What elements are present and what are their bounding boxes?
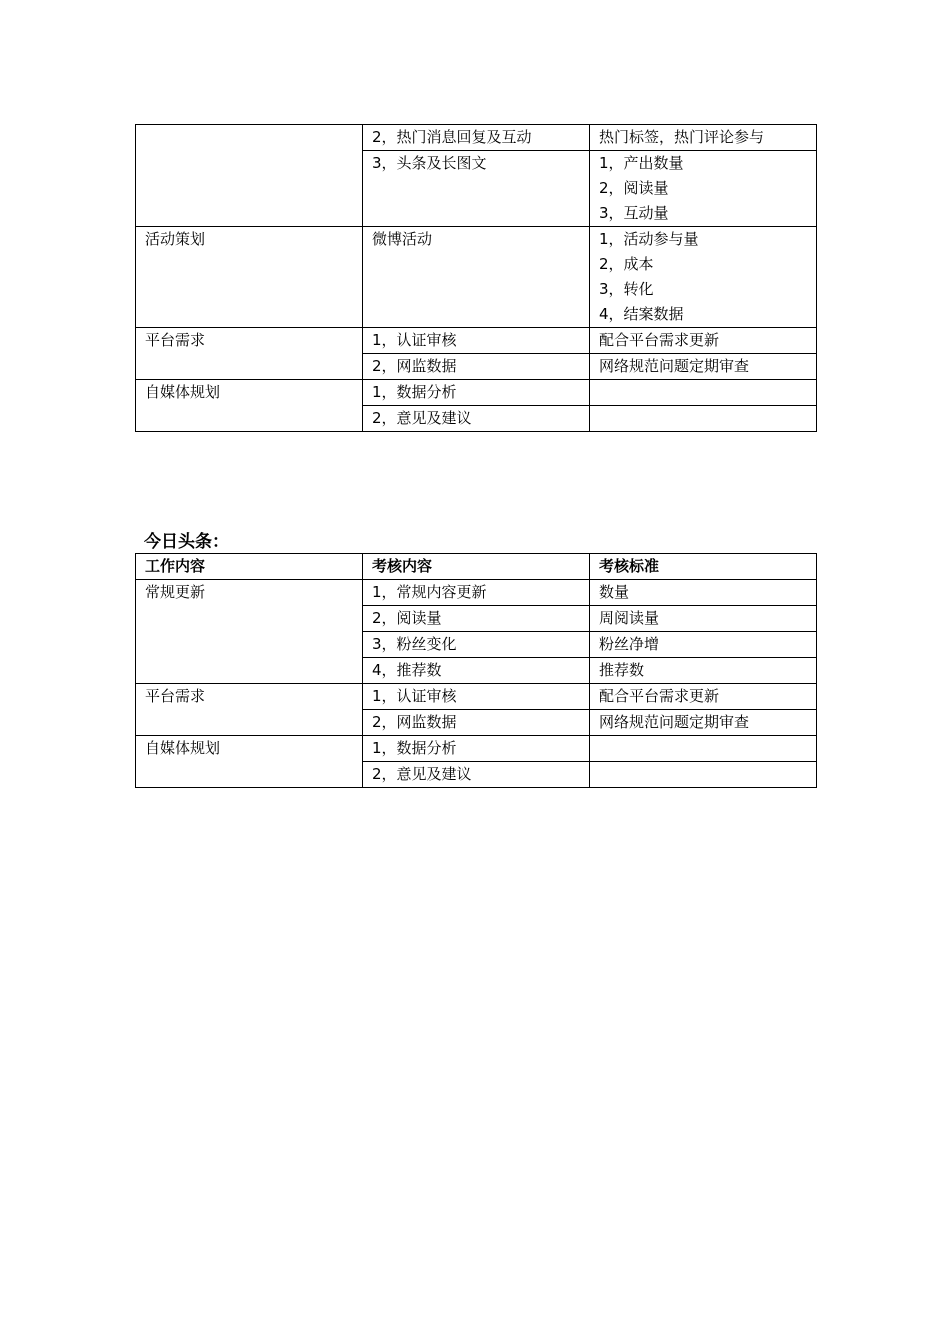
header-standard: 考核标准 bbox=[590, 554, 817, 580]
standard-cell bbox=[590, 736, 817, 762]
header-work: 工作内容 bbox=[136, 554, 363, 580]
standard-cell bbox=[590, 380, 817, 406]
toutiao-assessment-table bbox=[135, 553, 817, 788]
weibo-assessment-table-continued bbox=[135, 124, 817, 432]
content-cell: 2，网监数据 bbox=[363, 354, 590, 380]
standard-cell: 周阅读量 bbox=[590, 606, 817, 632]
content-cell: 2，意见及建议 bbox=[363, 762, 590, 788]
content-cell: 2，意见及建议 bbox=[363, 406, 590, 432]
content-cell: 1，数据分析 bbox=[363, 380, 590, 406]
standard-cell: 配合平台需求更新 bbox=[590, 328, 817, 354]
content-cell: 2，阅读量 bbox=[363, 606, 590, 632]
standard-cell: 配合平台需求更新 bbox=[590, 684, 817, 710]
standard-cell: 网络规范问题定期审查 bbox=[590, 710, 817, 736]
table-row bbox=[136, 328, 817, 354]
content-cell: 1，认证审核 bbox=[363, 684, 590, 710]
standard-cell: 粉丝净增 bbox=[590, 632, 817, 658]
section-heading-toutiao: 今日头条： bbox=[144, 532, 229, 552]
content-cell: 1，常规内容更新 bbox=[363, 580, 590, 606]
work-cell-empty bbox=[136, 125, 363, 227]
standard-cell: 1，产出数量 2，阅读量 3，互动量 bbox=[590, 151, 817, 227]
table-row bbox=[136, 227, 817, 328]
standard-cell: 网络规范问题定期审查 bbox=[590, 354, 817, 380]
header-content: 考核内容 bbox=[363, 554, 590, 580]
table-row bbox=[136, 580, 817, 606]
content-cell: 2，网监数据 bbox=[363, 710, 590, 736]
table-row bbox=[136, 684, 817, 710]
table-row bbox=[136, 736, 817, 762]
work-cell: 活动策划 bbox=[136, 227, 363, 328]
standard-cell bbox=[590, 406, 817, 432]
work-cell: 常规更新 bbox=[136, 580, 363, 684]
content-cell: 3，粉丝变化 bbox=[363, 632, 590, 658]
content-cell: 3，头条及长图文 bbox=[363, 151, 590, 227]
content-cell: 1，数据分析 bbox=[363, 736, 590, 762]
standard-cell: 热门标签，热门评论参与 bbox=[590, 125, 817, 151]
standard-cell: 推荐数 bbox=[590, 658, 817, 684]
content-cell: 2，热门消息回复及互动 bbox=[363, 125, 590, 151]
standard-cell bbox=[590, 762, 817, 788]
table-header-row bbox=[136, 554, 817, 580]
work-cell: 自媒体规划 bbox=[136, 736, 363, 788]
table-row bbox=[136, 125, 817, 151]
work-cell: 自媒体规划 bbox=[136, 380, 363, 432]
content-cell: 1，认证审核 bbox=[363, 328, 590, 354]
table-row bbox=[136, 380, 817, 406]
work-cell: 平台需求 bbox=[136, 684, 363, 736]
work-cell: 平台需求 bbox=[136, 328, 363, 380]
content-cell: 微博活动 bbox=[363, 227, 590, 328]
standard-cell: 数量 bbox=[590, 580, 817, 606]
content-cell: 4，推荐数 bbox=[363, 658, 590, 684]
standard-cell: 1，活动参与量 2，成本 3，转化 4，结案数据 bbox=[590, 227, 817, 328]
